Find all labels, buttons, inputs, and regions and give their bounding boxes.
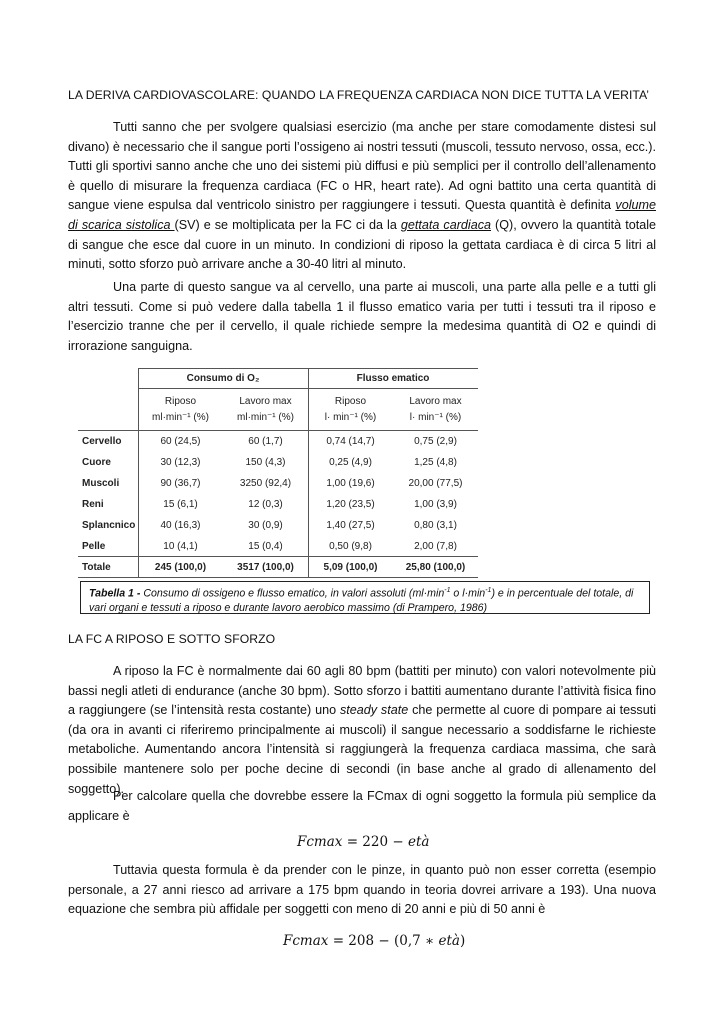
row-label-cuore: Cuore — [82, 457, 111, 468]
table-cell: 15 (6,1) — [163, 499, 198, 510]
paragraph-intro-text-c: (Q), ovvero la quantità totale di sangue che esce dal cuore in un minuto. In condizioni di riposo la gettata cardiaca è di circa 5 litri al minuti, sotto sforzo può arrivare anche a 30-40 litri al minuto. — [68, 217, 657, 272]
table-cell-total: 25,80 (100,0) — [405, 562, 466, 573]
paragraph-fcmax-intro — [68, 787, 656, 826]
table-caption — [80, 581, 650, 614]
table-cell: 1,20 (23,5) — [326, 499, 375, 510]
blood-flow-table — [78, 366, 482, 578]
formula-1-var: età — [407, 834, 430, 850]
formula-1-rhs: = 220 − — [342, 834, 408, 850]
paragraph-fc-rest — [68, 662, 656, 799]
table-cell-total: 3517 (100,0) — [237, 562, 294, 573]
row-label-totale: Totale — [82, 562, 111, 573]
formula-fcmax-220 — [297, 834, 429, 850]
table-cell: 0,74 (14,7) — [326, 436, 375, 447]
table-cell: 0,75 (2,9) — [414, 436, 457, 447]
formula-2-rhs: = 208 − (0,7 ∗ — [328, 933, 439, 949]
caption-text-2: o l·min — [450, 587, 486, 600]
table-cell: 60 (24,5) — [160, 436, 201, 447]
table-cell: 60 (1,7) — [248, 436, 283, 447]
paragraph-intro — [68, 118, 656, 275]
unit-lavoro-max-o2: ml·min⁻¹ (%) — [237, 412, 294, 423]
header-consumo-o2: Consumo di O₂ — [186, 373, 260, 384]
paragraph-intro-text-b: (SV) e se moltiplicata per la FC ci da la — [174, 217, 401, 232]
table-cell: 12 (0,3) — [248, 499, 283, 510]
caption-label: Tabella 1 - — [89, 587, 141, 600]
document-title: LA DERIVA CARDIOVASCOLARE: QUANDO LA FREQUENZA CARDIACA NON DICE TUTTA LA VERITA’ — [68, 88, 650, 102]
table-cell: 30 (0,9) — [248, 520, 283, 531]
paragraph-intro-text-a: Tutti sanno che per svolgere qualsiasi esercizio (ma anche per stare comodamente distesi sul divano) è necessario che il sangue porti l’ossigeno ai nostri tessuti (muscoli, tessuto nervoso, ossa, ecc.). Tutti gli sportivi sanno anche che uno dei sistemi più diffusi e più semplici per il controllo dell’allenamento è quello di misurare la frequenza cardiaca (FC o HR, heart rate). Ad ogni battito una certa quantità di sangue viene espulsa dal ventricolo sinistro per raggiungere i tessuti. Questa quantità è definita — [68, 120, 656, 213]
table-cell: 0,80 (3,1) — [414, 520, 457, 531]
paragraph-fcmax-intro-text: Per calcolare quella che dovrebbe essere la FCmax di ogni soggetto la formula più semplice da applicare è — [68, 789, 656, 823]
section-heading-fc: LA FC A RIPOSO E SOTTO SFORZO — [68, 632, 276, 646]
unit-lavoro-max-flusso: l· min⁻¹ (%) — [409, 412, 462, 423]
caption-text-1: Consumo di ossigeno e flusso ematico, in valori assoluti (ml·min — [140, 587, 445, 600]
formula-2-var: età — [438, 933, 460, 949]
subheader-riposo-flusso: Riposo — [334, 396, 367, 407]
table-cell-total: 245 (100,0) — [154, 562, 207, 573]
term-steady-state: steady state — [339, 703, 409, 718]
row-label-pelle: Pelle — [82, 541, 106, 552]
paragraph-blood-distribution-text: Una parte di questo sangue va al cervello, una parte ai muscoli, una parte alla pelle e a tutti gli altri tessuti. Come si può vedere dalla tabella 1 il flusso ematico varia per tutti i tessuti tra il riposo e l’esercizio tranne che per il cervello, il quale richiede sempre la medesima quantità di O2 e quindi di irrorazione sanguigna. — [68, 280, 656, 353]
header-flusso-ematico: Flusso ematico — [356, 373, 430, 384]
table-cell: 90 (36,7) — [160, 478, 201, 489]
unit-riposo-o2: ml·min⁻¹ (%) — [152, 412, 209, 423]
subheader-lavoro-max-flusso: Lavoro max — [409, 396, 462, 407]
row-label-cervello: Cervello — [82, 436, 122, 447]
row-label-muscoli: Muscoli — [82, 478, 120, 489]
subheader-lavoro-max-o2: Lavoro max — [239, 396, 292, 407]
caption-sup-1: -1 — [444, 587, 451, 594]
table-cell: 3250 (92,4) — [239, 478, 292, 489]
table-cell: 30 (12,3) — [160, 457, 201, 468]
table-cell: 2,00 (7,8) — [414, 541, 457, 552]
table-cell: 1,00 (3,9) — [414, 499, 457, 510]
formula-2-lhs: Fcmax — [283, 933, 329, 949]
formula-2-end: ) — [459, 933, 466, 949]
table-cell-total: 5,09 (100,0) — [323, 562, 378, 573]
table-cell: 0,25 (4,9) — [329, 457, 372, 468]
subheader-riposo-o2: Riposo — [164, 396, 197, 407]
table-cell: 1,00 (19,6) — [326, 478, 375, 489]
row-label-splancnico: Splancnico — [82, 520, 136, 531]
paragraph-formula-caveat — [68, 861, 656, 920]
table-cell: 150 (4,3) — [245, 457, 286, 468]
table-cell: 10 (4,1) — [163, 541, 198, 552]
paragraph-fc-rest-text-b: che permette al cuore di pompare ai tessuti (da ora in avanti ci riferiremo principalmente ai muscoli) il sangue necessario a soddisfarne le richieste metaboliche. Aumentando ancora l’intensità si raggiungerà la frequenza cardiaca massima, che sarà possibile mantenere solo per poche decine di secondi (in base anche al grado di allenamento del soggetto). — [68, 703, 656, 796]
table-cell: 0,50 (9,8) — [329, 541, 372, 552]
unit-riposo-flusso: l· min⁻¹ (%) — [324, 412, 377, 423]
paragraph-formula-caveat-text: Tuttavia questa formula è da prender con le pinze, in quanto può non esser corretta (esempio personale, a 27 anni riesco ad arrivare a 175 bpm quando in teoria dovrei arrivare a 193). Una nuova equazione che sembra più affidale per soggetti con meno di 20 anni e più di 50 anni è — [68, 863, 656, 917]
formula-1-lhs: Fcmax — [297, 834, 343, 850]
table-cell: 1,25 (4,8) — [414, 457, 457, 468]
caption-text-3: ) e in percentuale del totale, di vari organi e tessuti a riposo e durante lavoro aerobico massimo (di Prampero, 1986) — [89, 587, 634, 615]
paragraph-fc-rest-text-a: A riposo la FC è normalmente dai 60 agli 80 bpm (battiti per minuto) con valori notevolmente più bassi negli atleti di endurance (anche 30 bpm). Sotto sforzo i battiti aumentano durante l’attività fisica fino a raggiungere (se l’intensità resta costante) uno — [68, 664, 656, 718]
formula-fcmax-208 — [283, 933, 465, 949]
paragraph-blood-distribution — [68, 278, 656, 356]
table-cell: 40 (16,3) — [160, 520, 201, 531]
table-cell: 20,00 (77,5) — [408, 478, 463, 489]
table-cell: 1,40 (27,5) — [326, 520, 375, 531]
row-label-reni: Reni — [82, 499, 104, 510]
term-volume-scarica-sistolica: volume di scarica sistolica — [68, 198, 656, 232]
term-gettata-cardiaca: gettata cardiaca — [400, 217, 492, 232]
caption-sup-2: -1 — [485, 587, 492, 594]
table-cell: 15 (0,4) — [248, 541, 283, 552]
